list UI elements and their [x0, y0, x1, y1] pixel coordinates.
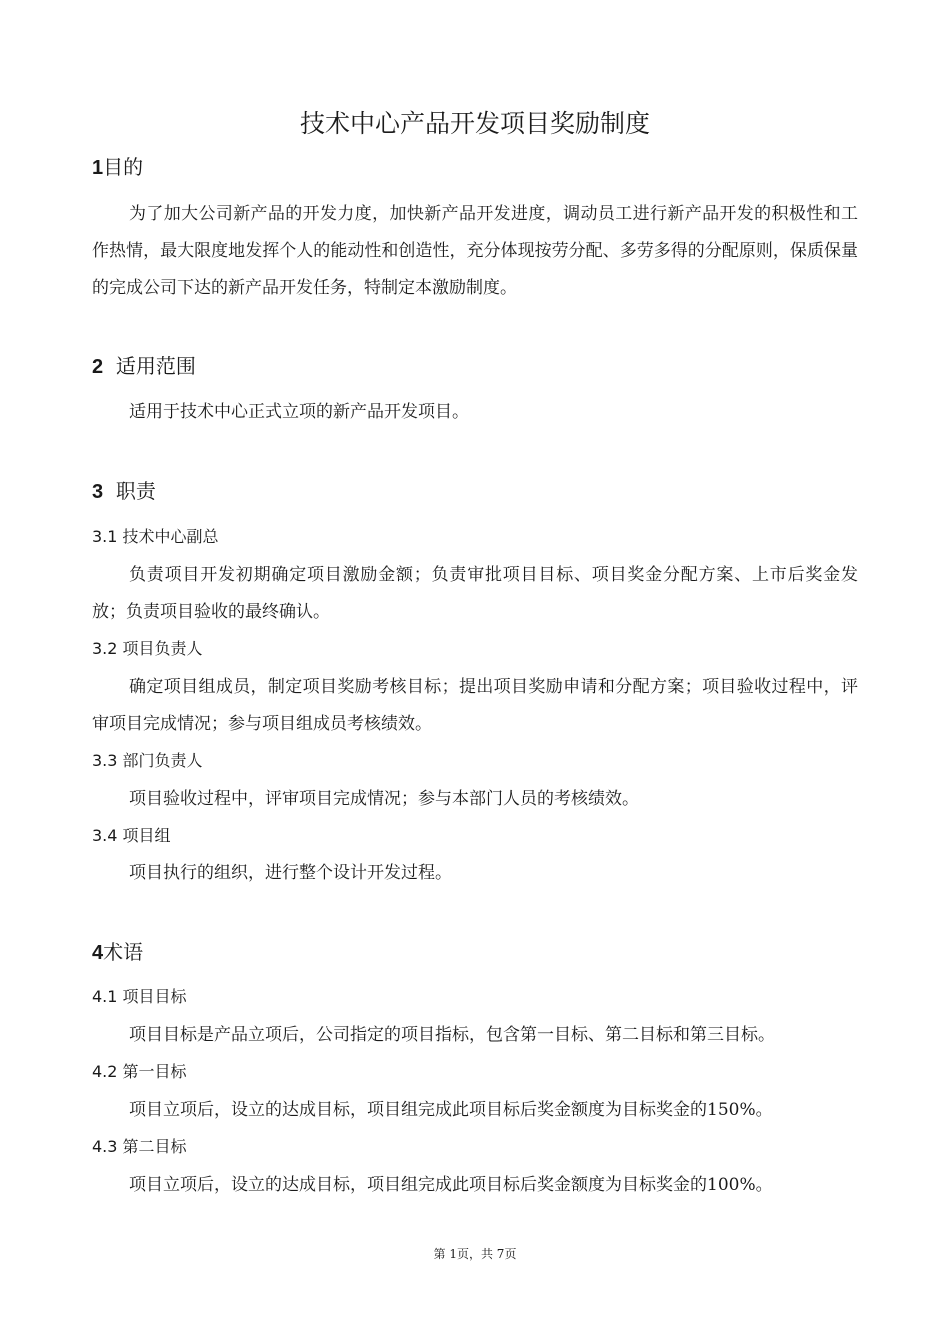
subsection-heading-3-1 — [92, 525, 219, 549]
section-number: 4 — [92, 942, 104, 964]
subsection-number: 4.1 — [92, 987, 118, 1006]
section-2-paragraph: 适用于技术中心正式立项的新产品开发项目。 — [129, 402, 469, 422]
subsection-title: 技术中心副总 — [122, 527, 219, 546]
subsection-number: 3.3 — [92, 751, 118, 770]
subsection-3-4-paragraph: 项目执行的组织，进行整个设计开发过程。 — [129, 863, 452, 883]
section-title: 术语 — [103, 940, 144, 964]
subsection-4-1-paragraph: 项目目标是产品立项后，公司指定的项目指标，包含第一目标、第二目标和第三目标。 — [129, 1025, 775, 1045]
section-number: 2 — [92, 356, 104, 378]
subsection-title: 第一目标 — [122, 1062, 187, 1081]
subsection-heading-4-2 — [92, 1060, 187, 1084]
subsection-number: 3.1 — [92, 527, 118, 546]
section-title: 适用范围 — [115, 354, 196, 378]
subsection-title: 项目组 — [122, 826, 171, 845]
subsection-title: 项目负责人 — [122, 639, 203, 658]
page-footer: 第 1页，共 7页 — [433, 1247, 517, 1261]
section-heading-4 — [92, 938, 143, 967]
section-title: 目的 — [103, 155, 144, 179]
subsection-title: 第二目标 — [122, 1137, 187, 1156]
section-heading-3 — [92, 477, 156, 506]
subsection-number: 3.2 — [92, 639, 118, 658]
subsection-title: 部门负责人 — [122, 751, 203, 770]
section-number: 1 — [92, 157, 104, 179]
section-1-paragraph: 为了加大公司新产品的开发力度，加快新产品开发进度，调动员工进行新产品开发的积极性和工作热情，最大限度地发挥个人的能动性和创造性，充分体现按劳分配、多劳多得的分配原则，保质保量的完成公司下达的新产品开发任务，特制定本激励制度。 — [92, 204, 858, 298]
subsection-heading-4-3 — [92, 1135, 187, 1159]
section-number: 3 — [92, 481, 104, 503]
section-title: 职责 — [115, 479, 156, 503]
section-heading-2 — [92, 352, 196, 381]
subsection-heading-3-4 — [92, 824, 171, 848]
subsection-number: 4.3 — [92, 1137, 118, 1156]
subsection-3-3-paragraph: 项目验收过程中，评审项目完成情况；参与本部门人员的考核绩效。 — [129, 789, 639, 809]
subsection-4-3-paragraph: 项目立项后，设立的达成目标，项目组完成此项目标后奖金额度为目标奖金的100%。 — [129, 1175, 773, 1195]
subsection-number: 4.2 — [92, 1062, 118, 1081]
subsection-heading-3-2 — [92, 637, 203, 661]
subsection-number: 3.4 — [92, 826, 118, 845]
subsection-4-2-paragraph: 项目立项后，设立的达成目标，项目组完成此项目标后奖金额度为目标奖金的150%。 — [129, 1100, 773, 1120]
subsection-heading-4-1 — [92, 985, 187, 1009]
subsection-heading-3-3 — [92, 749, 203, 773]
subsection-title: 项目目标 — [122, 987, 187, 1006]
document-title: 技术中心产品开发项目奖励制度 — [299, 109, 650, 138]
section-heading-1 — [92, 153, 143, 182]
subsection-3-2-paragraph: 确定项目组成员，制定项目奖励考核目标；提出项目奖励申请和分配方案；项目验收过程中，评审项目完成情况；参与项目组成员考核绩效。 — [92, 677, 858, 734]
subsection-3-1-paragraph: 负责项目开发初期确定项目激励金额；负责审批项目目标、项目奖金分配方案、上市后奖金发放；负责项目验收的最终确认。 — [92, 565, 858, 622]
